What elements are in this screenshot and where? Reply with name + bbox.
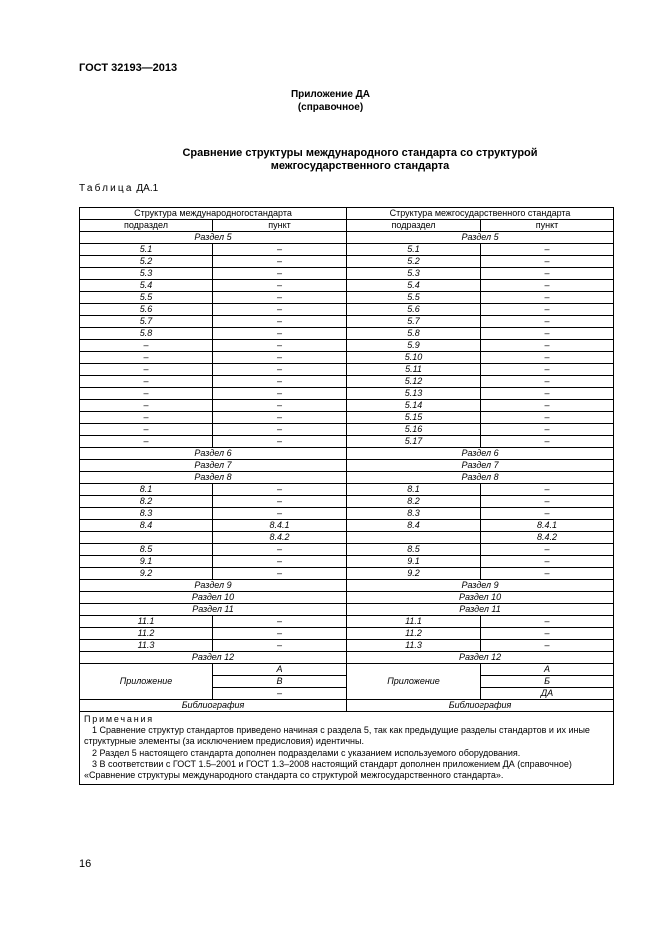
cell: – (213, 628, 347, 640)
cell: – (481, 304, 614, 316)
cell: 11.1 (80, 616, 213, 628)
cell: 11.3 (80, 640, 213, 652)
cell: 5.17 (347, 436, 481, 448)
cell (347, 532, 481, 544)
cell: – (481, 436, 614, 448)
table-row (80, 352, 614, 364)
cell: 8.2 (347, 496, 481, 508)
cell: – (80, 388, 213, 400)
table-row (80, 568, 614, 580)
section-label: Раздел 8 (80, 472, 347, 484)
cell: – (213, 424, 347, 436)
appendix-label: Приложение (347, 664, 481, 700)
table-row (80, 424, 614, 436)
header-international: Структура международногостандарта (80, 208, 347, 220)
cell: 5.6 (80, 304, 213, 316)
cell: 8.4.1 (213, 520, 347, 532)
cell: 8.4 (347, 520, 481, 532)
table-caption-word: Таблица (79, 183, 134, 194)
section-label: Раздел 9 (80, 580, 347, 592)
cell: – (481, 328, 614, 340)
cell: – (481, 424, 614, 436)
cell: 5.1 (347, 244, 481, 256)
cell: 5.13 (347, 388, 481, 400)
col-item: пункт (213, 220, 347, 232)
cell: – (481, 256, 614, 268)
col-item: пункт (481, 220, 614, 232)
cell: – (481, 292, 614, 304)
cell: 5.2 (80, 256, 213, 268)
cell: – (481, 496, 614, 508)
cell: – (213, 364, 347, 376)
cell: – (481, 244, 614, 256)
cell: 8.3 (347, 508, 481, 520)
cell: – (213, 400, 347, 412)
table-caption (79, 183, 158, 194)
cell: 5.14 (347, 400, 481, 412)
cell: 5.6 (347, 304, 481, 316)
appendix-title: Приложение ДА (290, 89, 371, 100)
bibliography-label: Библиография (80, 700, 347, 712)
appendix-letter: А (213, 664, 347, 676)
appendix-letter: – (213, 688, 347, 700)
section-label: Раздел 5 (347, 232, 614, 244)
cell: – (481, 400, 614, 412)
table-row (80, 328, 614, 340)
section-label: Раздел 7 (347, 460, 614, 472)
appendix-letter: А (481, 664, 614, 676)
cell: 5.4 (347, 280, 481, 292)
section-row (80, 232, 614, 244)
cell: – (213, 256, 347, 268)
cell: 5.4 (80, 280, 213, 292)
section-label: Раздел 10 (80, 592, 347, 604)
cell: 5.8 (80, 328, 213, 340)
table-subheader-row (80, 220, 614, 232)
cell: – (481, 376, 614, 388)
cell: – (213, 304, 347, 316)
table-row (80, 496, 614, 508)
table-row (80, 388, 614, 400)
table-row (80, 376, 614, 388)
cell: 8.4.1 (481, 520, 614, 532)
table-row (80, 304, 614, 316)
header-interstate: Структура межгосударственного стандарта (347, 208, 614, 220)
cell: 9.1 (347, 556, 481, 568)
title-line-2: межгосударственного стандарта (270, 160, 450, 172)
cell: 5.11 (347, 364, 481, 376)
bibliography-row (80, 700, 614, 712)
cell: – (213, 268, 347, 280)
notes-title: Примечания (84, 714, 154, 724)
table-row (80, 292, 614, 304)
cell: 5.1 (80, 244, 213, 256)
cell: – (481, 352, 614, 364)
table-row (80, 628, 614, 640)
cell: – (213, 292, 347, 304)
cell: – (213, 352, 347, 364)
cell: – (213, 640, 347, 652)
cell: 5.12 (347, 376, 481, 388)
table-row (80, 484, 614, 496)
table-row (80, 280, 614, 292)
table-row (80, 364, 614, 376)
title-line-1: Сравнение структуры международного стандарта со структурой (182, 147, 538, 159)
comparison-table (79, 207, 614, 785)
cell: – (213, 316, 347, 328)
section-label: Раздел 6 (80, 448, 347, 460)
standard-code: ГОСТ 32193—2013 (79, 62, 178, 74)
appendix-letter: ДА (481, 688, 614, 700)
cell: – (213, 616, 347, 628)
section-label: Раздел 5 (80, 232, 347, 244)
cell: 8.5 (80, 544, 213, 556)
appendix-type: (справочное) (297, 102, 364, 113)
cell: 8.4.2 (481, 532, 614, 544)
cell: 8.1 (347, 484, 481, 496)
section-label: Раздел 8 (347, 472, 614, 484)
appendix-label: Приложение (80, 664, 213, 700)
cell: – (481, 628, 614, 640)
cell: 5.16 (347, 424, 481, 436)
cell: 8.2 (80, 496, 213, 508)
cell: 8.5 (347, 544, 481, 556)
table-row (80, 244, 614, 256)
cell: – (213, 496, 347, 508)
cell: – (213, 328, 347, 340)
cell: – (213, 508, 347, 520)
cell: 11.1 (347, 616, 481, 628)
cell: – (213, 388, 347, 400)
section-label: Раздел 12 (347, 652, 614, 664)
cell: 5.7 (80, 316, 213, 328)
cell: – (481, 388, 614, 400)
section-label: Раздел 9 (347, 580, 614, 592)
cell: – (213, 280, 347, 292)
cell: – (213, 412, 347, 424)
cell: – (213, 244, 347, 256)
cell: 5.3 (80, 268, 213, 280)
cell: – (213, 340, 347, 352)
cell: – (80, 376, 213, 388)
cell: 11.2 (80, 628, 213, 640)
cell: – (80, 340, 213, 352)
table-row (80, 340, 614, 352)
cell: – (481, 412, 614, 424)
cell: 9.2 (347, 568, 481, 580)
table-row (80, 436, 614, 448)
table-row (80, 412, 614, 424)
section-row (80, 652, 614, 664)
cell: 11.2 (347, 628, 481, 640)
table-row (80, 544, 614, 556)
cell: 9.2 (80, 568, 213, 580)
cell: 5.7 (347, 316, 481, 328)
cell: – (80, 400, 213, 412)
cell: 5.3 (347, 268, 481, 280)
cell: – (80, 424, 213, 436)
cell: – (80, 364, 213, 376)
cell: – (481, 268, 614, 280)
notes-cell (80, 712, 614, 785)
cell: – (481, 316, 614, 328)
section-label: Раздел 10 (347, 592, 614, 604)
table-row (80, 616, 614, 628)
cell: 8.4.2 (213, 532, 347, 544)
section-label: Раздел 7 (80, 460, 347, 472)
cell: 11.3 (347, 640, 481, 652)
cell: 8.1 (80, 484, 213, 496)
table-row (80, 256, 614, 268)
cell: – (80, 436, 213, 448)
appendix-letter: В (213, 676, 347, 688)
table-row (80, 316, 614, 328)
table-row (80, 268, 614, 280)
table-row (80, 520, 614, 532)
appendix-letter: Б (481, 676, 614, 688)
section-label: Раздел 11 (347, 604, 614, 616)
appendix-row (80, 664, 614, 676)
cell: 5.5 (347, 292, 481, 304)
section-label: Раздел 12 (80, 652, 347, 664)
cell: – (213, 376, 347, 388)
cell: – (481, 568, 614, 580)
cell: – (80, 412, 213, 424)
section-row (80, 580, 614, 592)
note-2: 2 Раздел 5 настоящего стандарта дополнен подразделами с указанием используемого оборудования. (92, 747, 521, 758)
cell: 5.8 (347, 328, 481, 340)
cell: 5.15 (347, 412, 481, 424)
cell: – (481, 544, 614, 556)
cell: – (481, 640, 614, 652)
cell: 8.3 (80, 508, 213, 520)
section-row (80, 592, 614, 604)
cell: – (481, 616, 614, 628)
cell: 5.9 (347, 340, 481, 352)
bibliography-label: Библиография (347, 700, 614, 712)
note-3: 3 В соответствии с ГОСТ 1.5–2001 и ГОСТ 1.3–2008 настоящий стандарт дополнен приложением ДА (справочное) «Сравнение структуры международного стандарта со структурой межгосударственного стандарта». (84, 758, 572, 781)
table-row (80, 640, 614, 652)
section-row (80, 460, 614, 472)
cell: – (481, 340, 614, 352)
section-row (80, 448, 614, 460)
cell: – (80, 352, 213, 364)
table-header-row (80, 208, 614, 220)
cell: – (213, 568, 347, 580)
table-row (80, 400, 614, 412)
cell: 8.4 (80, 520, 213, 532)
cell: – (481, 508, 614, 520)
appendix-header (0, 88, 661, 114)
note-1: 1 Сравнение структур стандартов приведено начиная с раздела 5, так как предыдущие разделы стандартов и их иные структурные элементы (за исключением предисловия) идентичны. (84, 725, 590, 747)
cell: – (481, 556, 614, 568)
cell: – (213, 436, 347, 448)
table-row (80, 508, 614, 520)
page-number: 16 (79, 858, 92, 870)
document-title (130, 147, 590, 173)
cell: – (213, 544, 347, 556)
cell: – (213, 484, 347, 496)
cell (80, 532, 213, 544)
table-row (80, 556, 614, 568)
col-subsection: подраздел (80, 220, 213, 232)
table-row (80, 532, 614, 544)
cell: 5.2 (347, 256, 481, 268)
cell: – (481, 364, 614, 376)
cell: – (481, 484, 614, 496)
notes-row (80, 712, 614, 785)
section-label: Раздел 11 (80, 604, 347, 616)
cell: 5.10 (347, 352, 481, 364)
cell: – (213, 556, 347, 568)
cell: 5.5 (80, 292, 213, 304)
col-subsection: подраздел (347, 220, 481, 232)
section-label: Раздел 6 (347, 448, 614, 460)
cell: 9.1 (80, 556, 213, 568)
section-row (80, 472, 614, 484)
cell: – (481, 280, 614, 292)
table-caption-number: ДА.1 (136, 183, 159, 194)
section-row (80, 604, 614, 616)
